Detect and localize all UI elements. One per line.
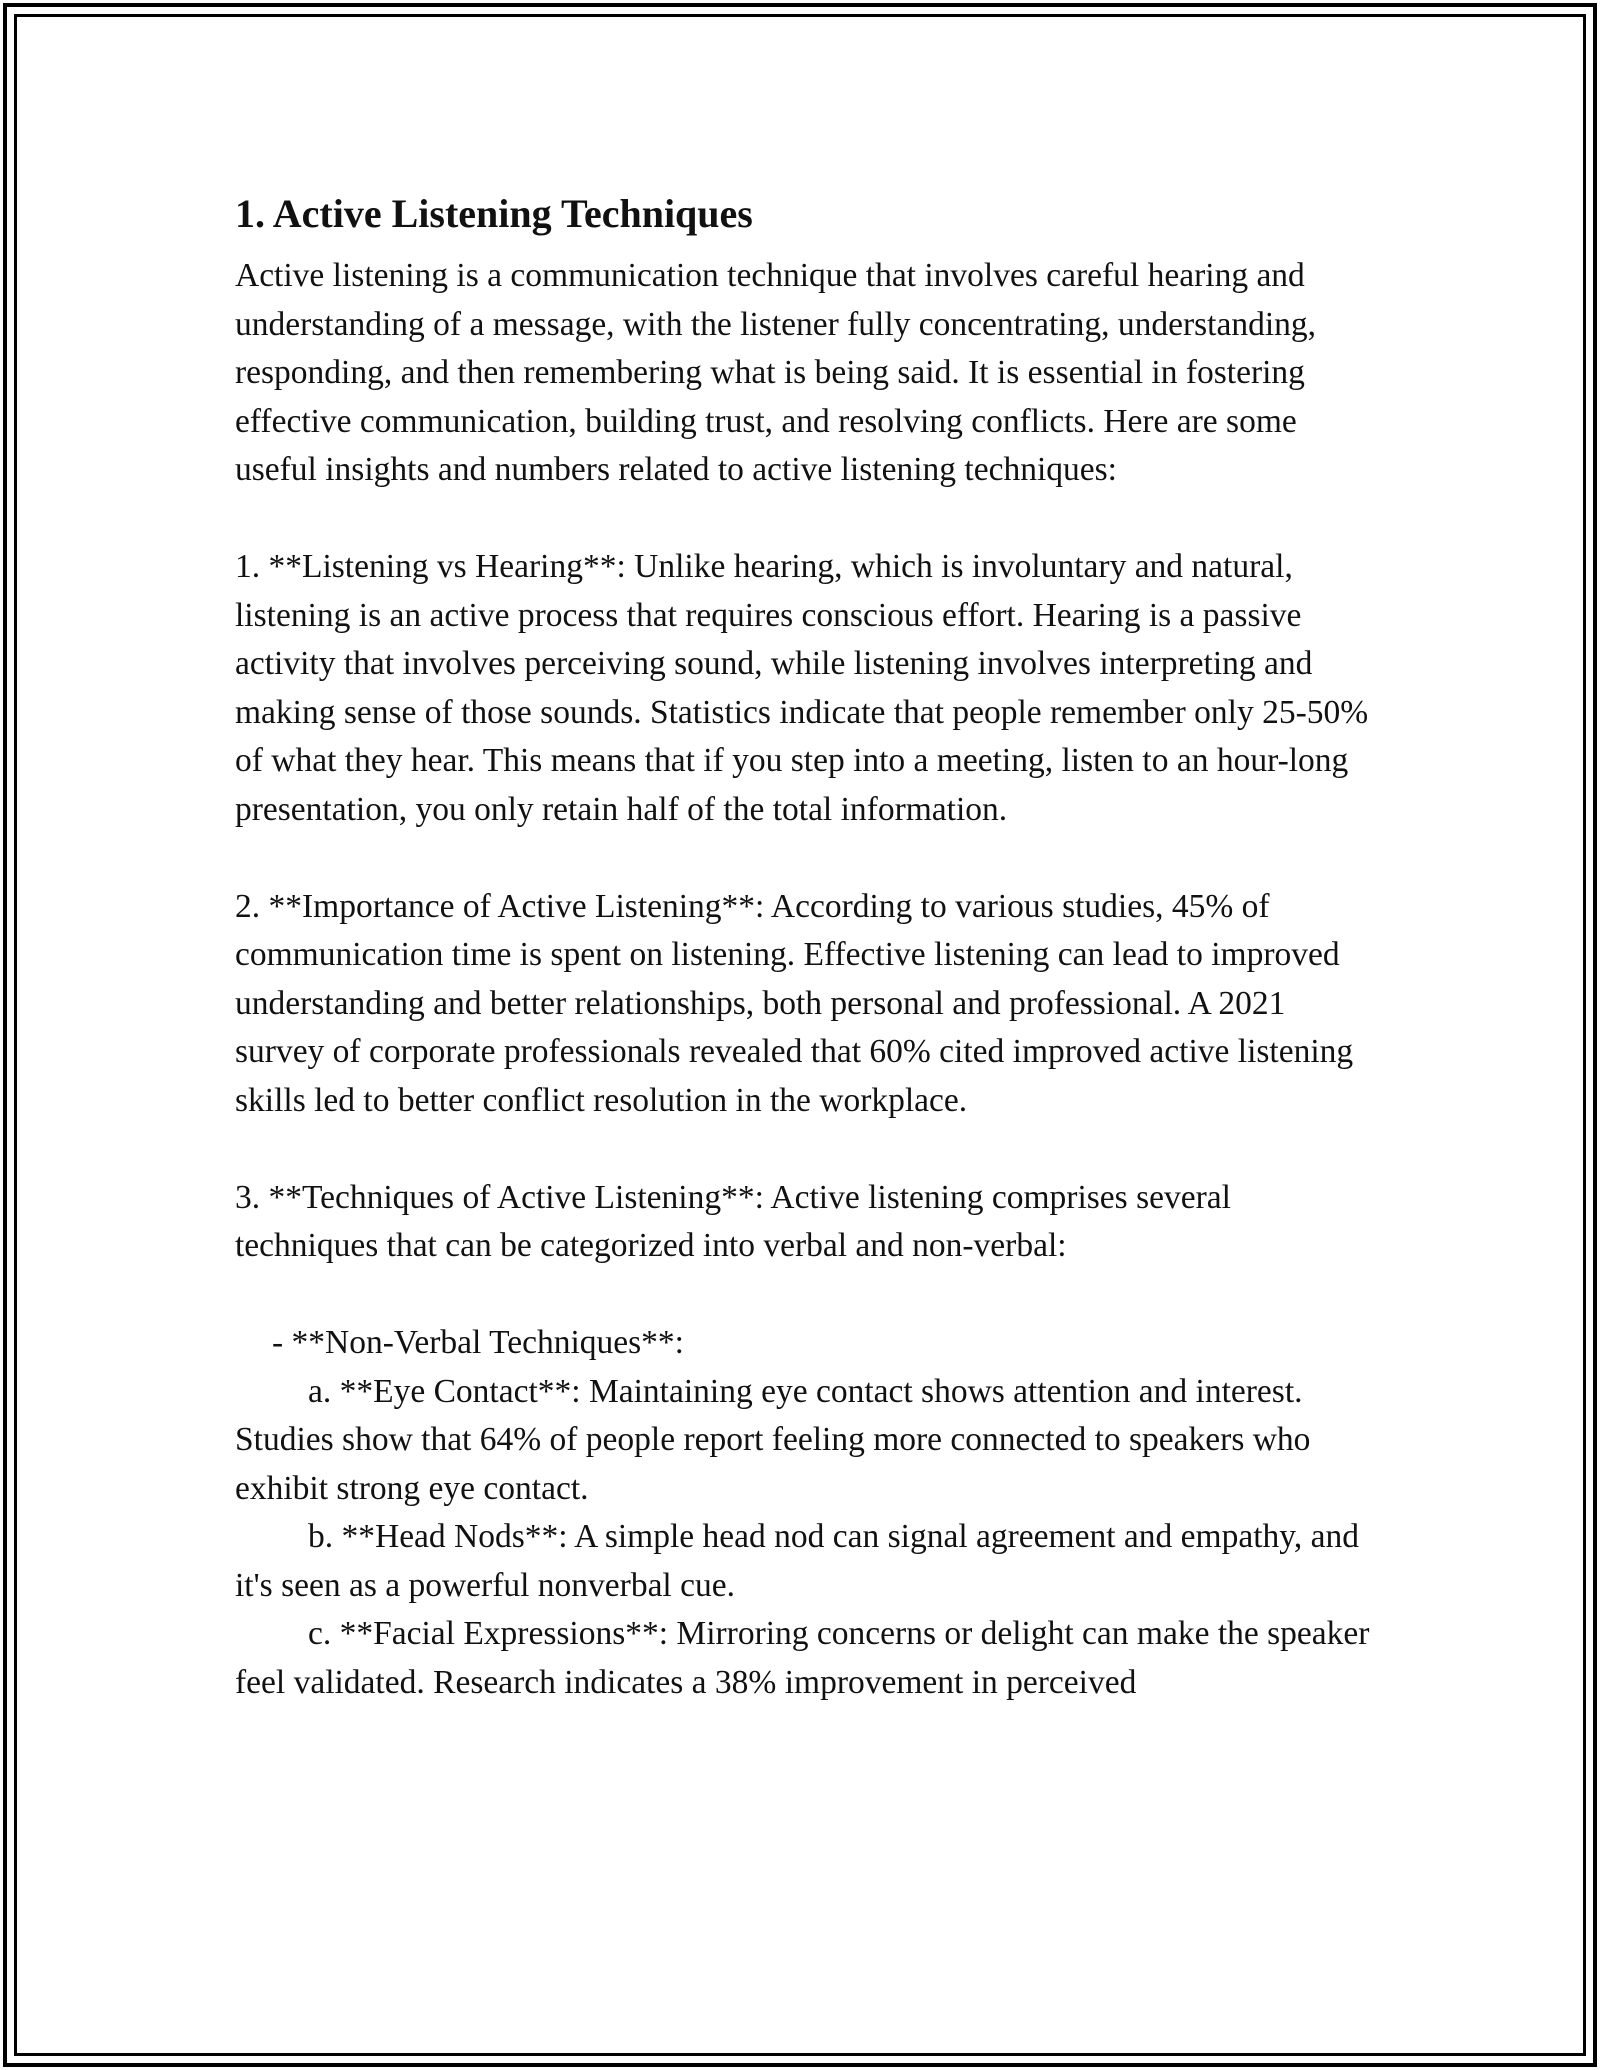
point-techniques-of-active-listening: 3. **Techniques of Active Listening**: Active listening comprises several techniques that can be categorized into verbal and non-verbal: <box>235 1178 1231 1264</box>
document-body <box>235 186 1375 1707</box>
intro-paragraph: Active listening is a communication technique that involves careful hearing and understanding of a message, with the listener fully concentrating, understanding, responding, and then remembering what is being said. It is essential in fostering effective communication, building trust, and resolving conflicts. Here are some useful insights and numbers related to active listening techniques: <box>235 257 1317 488</box>
section-title: 1. Active Listening Techniques <box>235 191 753 236</box>
nonverbal-techniques-heading: - **Non-Verbal Techniques**: <box>272 1324 684 1361</box>
item-eye-contact: a. **Eye Contact**: Maintaining eye contact shows attention and interest. Studies show that 64% of people report feeling more connected to speakers who exhibit strong eye contact. <box>235 1372 1311 1507</box>
point-listening-vs-hearing: 1. **Listening vs Hearing**: Unlike hearing, which is involuntary and natural, listening is an active process that requires conscious effort. Hearing is a passive activity that involves perceiving sound, while listening involves interpreting and making sense of those sounds. Statistics indicate that people remember only 25-50% of what they hear. This means that if you step into a meeting, listen to an hour-long presentation, you only retain half of the total information. <box>235 548 1369 828</box>
point-importance-of-active-listening: 2. **Importance of Active Listening**: According to various studies, 45% of communication time is spent on listening. Effective listening can lead to improved understanding and better relationships, both personal and professional. A 2021 survey of corporate professionals revealed that 60% cited improved active listening skills led to better conflict resolution in the workplace. <box>235 887 1354 1119</box>
item-facial-expressions: c. **Facial Expressions**: Mirroring concerns or delight can make the speaker feel validated. Research indicates a 38% improvement in perceived <box>235 1615 1370 1701</box>
item-head-nods: b. **Head Nods**: A simple head nod can signal agreement and empathy, and it's seen as a powerful nonverbal cue. <box>235 1518 1359 1604</box>
